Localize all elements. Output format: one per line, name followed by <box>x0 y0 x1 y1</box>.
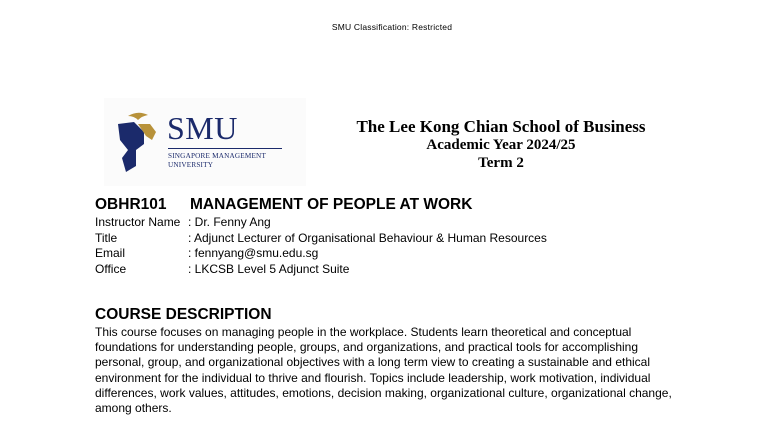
school-header <box>318 118 684 172</box>
school-name: The Lee Kong Chian School of Business <box>356 117 646 136</box>
logo-subtitle <box>168 152 266 170</box>
info-row-instructor <box>95 215 547 231</box>
info-value: : LKCSB Level 5 Adjunct Suite <box>188 261 350 276</box>
logo-divider <box>168 148 282 149</box>
info-label: Instructor Name <box>95 215 181 229</box>
course-heading <box>95 196 472 214</box>
smu-logo <box>104 98 306 186</box>
info-label: Office <box>95 261 127 276</box>
course-description-text: This course focuses on managing people in the workplace. Students learn theoretical and conceptual foundations for understanding people, groups, and organizations, and practical tools for accomplishing personal, group, and organizational objectives with a long term view to creating a sustainable and ethical environment for the individual to thrive and flourish. Topics include leadership, work motivation, individual differences, work values, attitudes, emotions, decision making, organizational culture, organizational change, among others. <box>95 325 672 416</box>
instructor-info <box>95 215 547 277</box>
info-label: Title <box>95 230 118 245</box>
info-label: Email <box>95 246 126 260</box>
course-title: MANAGEMENT OF PEOPLE AT WORK <box>190 196 473 213</box>
info-value: : fennyang@smu.edu.sg <box>188 246 319 260</box>
lion-emblem-icon <box>114 110 162 176</box>
info-row-email <box>95 246 547 262</box>
info-row-office <box>95 262 547 278</box>
info-value: : Dr. Fenny Ang <box>188 215 271 229</box>
course-code: OBHR101 <box>95 196 167 213</box>
academic-year: Academic Year 2024/25 <box>426 137 576 153</box>
course-description-heading: COURSE DESCRIPTION <box>95 306 272 323</box>
logo-wordmark: SMU <box>167 110 238 146</box>
info-value: : Adjunct Lecturer of Organisational Behaviour & Human Resources <box>188 230 547 245</box>
logo-subtitle-line2: UNIVERSITY <box>168 161 214 169</box>
info-row-title <box>95 231 547 247</box>
term: Term 2 <box>478 155 524 171</box>
classification-label: SMU Classification: Restricted <box>331 22 453 32</box>
logo-subtitle-line1: SINGAPORE MANAGEMENT <box>168 152 267 160</box>
